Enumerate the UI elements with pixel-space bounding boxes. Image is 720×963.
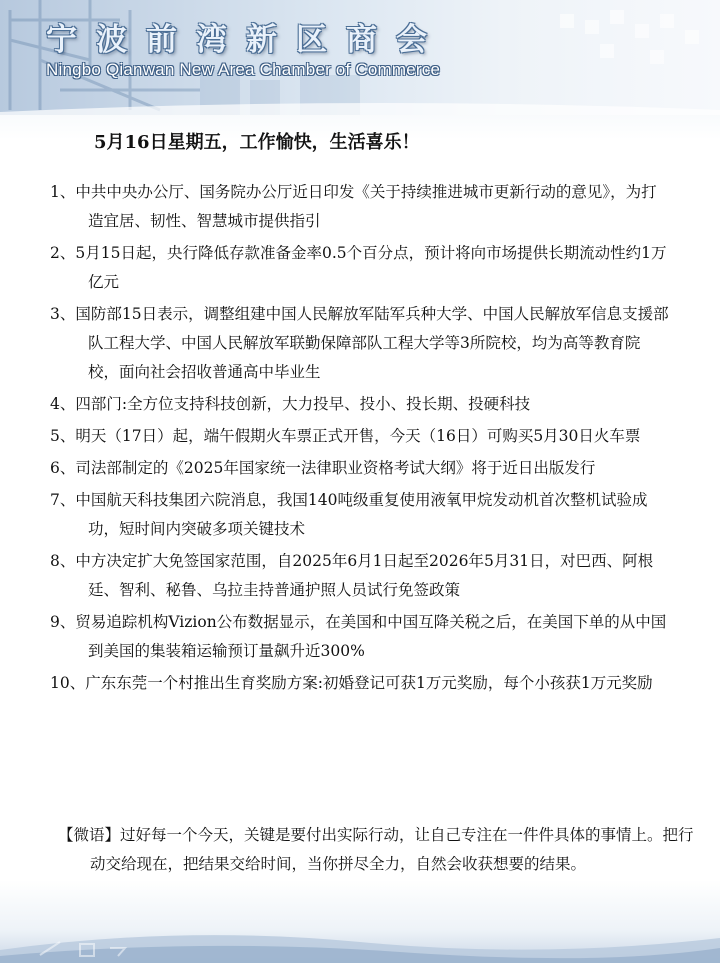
header-banner xyxy=(0,0,720,115)
news-item xyxy=(50,390,670,419)
news-text: 司法部制定的《2025年国家统一法律职业资格考试大纲》将于近日出版发行 xyxy=(75,459,596,477)
news-item xyxy=(50,608,670,666)
news-text: 5月15日起，央行降低存款准备金率0.5个百分点，预计将向市场提供长期流动性约1万亿元 xyxy=(75,244,667,291)
news-item xyxy=(50,239,670,297)
news-text: 中共中央办公厅、国务院办公厅近日印发《关于持续推进城市更新行动的意见》，为打造宜居、韧性、智慧城市提供指引 xyxy=(75,183,657,230)
news-number: 7、 xyxy=(50,491,76,509)
chamber-title-chinese: 宁波前湾新区商会 xyxy=(46,22,446,58)
news-item xyxy=(50,486,670,544)
news-number: 3、 xyxy=(50,305,76,323)
news-list xyxy=(50,178,670,701)
news-text: 四部门:全方位支持科技创新，大力投早、投小、投长期、投硬科技 xyxy=(75,395,531,413)
news-number: 2、 xyxy=(50,244,76,262)
news-item xyxy=(50,178,670,236)
news-item xyxy=(50,669,670,698)
footer-wave-decoration xyxy=(0,920,720,963)
news-text: 中国航天科技集团六院消息，我国140吨级重复使用液氧甲烷发动机首次整机试验成功，短时间内突破多项关键技术 xyxy=(75,491,648,538)
news-text: 贸易追踪机构Vizion公布数据显示，在美国和中国互降关税之后，在美国下单的从中国到美国的集装箱运输预订量飙升近300% xyxy=(75,613,667,660)
news-text: 明天（17日）起，端午假期火车票正式开售，今天（16日）可购买5月30日火车票 xyxy=(75,427,641,445)
weiyu-text: 过好每一个今天，关键是要付出实际行动，让自己专注在一件件具体的事情上。把行动交给现在，把结果交给时间，当你拼尽全力，自然会收获想要的结果。 xyxy=(90,826,694,873)
news-number: 5、 xyxy=(50,427,76,445)
news-number: 4、 xyxy=(50,395,76,413)
news-text: 国防部15日表示，调整组建中国人民解放军陆军兵种大学、中国人民解放军信息支援部队工程大学、中国人民解放军联勤保障部队工程大学等3所院校，均为高等教育院校，面向社会招收普通高中毕业生 xyxy=(75,305,669,381)
news-text: 广东东莞一个村推出生育奖励方案:初婚登记可获1万元奖励，每个小孩获1万元奖励 xyxy=(85,674,653,692)
news-number: 1、 xyxy=(50,183,76,201)
news-item xyxy=(50,300,670,387)
weiyu-quote xyxy=(58,821,700,879)
weiyu-label: 【微语】 xyxy=(58,826,121,844)
news-item xyxy=(50,547,670,605)
news-item xyxy=(50,454,670,483)
news-item xyxy=(50,422,670,451)
news-number: 10、 xyxy=(50,674,86,692)
date-greeting: 5月16日星期五，工作愉快，生活喜乐！ xyxy=(94,132,420,153)
news-text: 中方决定扩大免签国家范围，自2025年6月1日起至2026年5月31日，对巴西、阿根廷、智利、秘鲁、乌拉圭持普通护照人员试行免签政策 xyxy=(75,552,654,599)
news-number: 9、 xyxy=(50,613,76,631)
chamber-title-english: Ningbo Qianwan New Area Chamber of Commerce xyxy=(46,60,441,79)
news-number: 8、 xyxy=(50,552,76,570)
news-number: 6、 xyxy=(50,459,76,477)
